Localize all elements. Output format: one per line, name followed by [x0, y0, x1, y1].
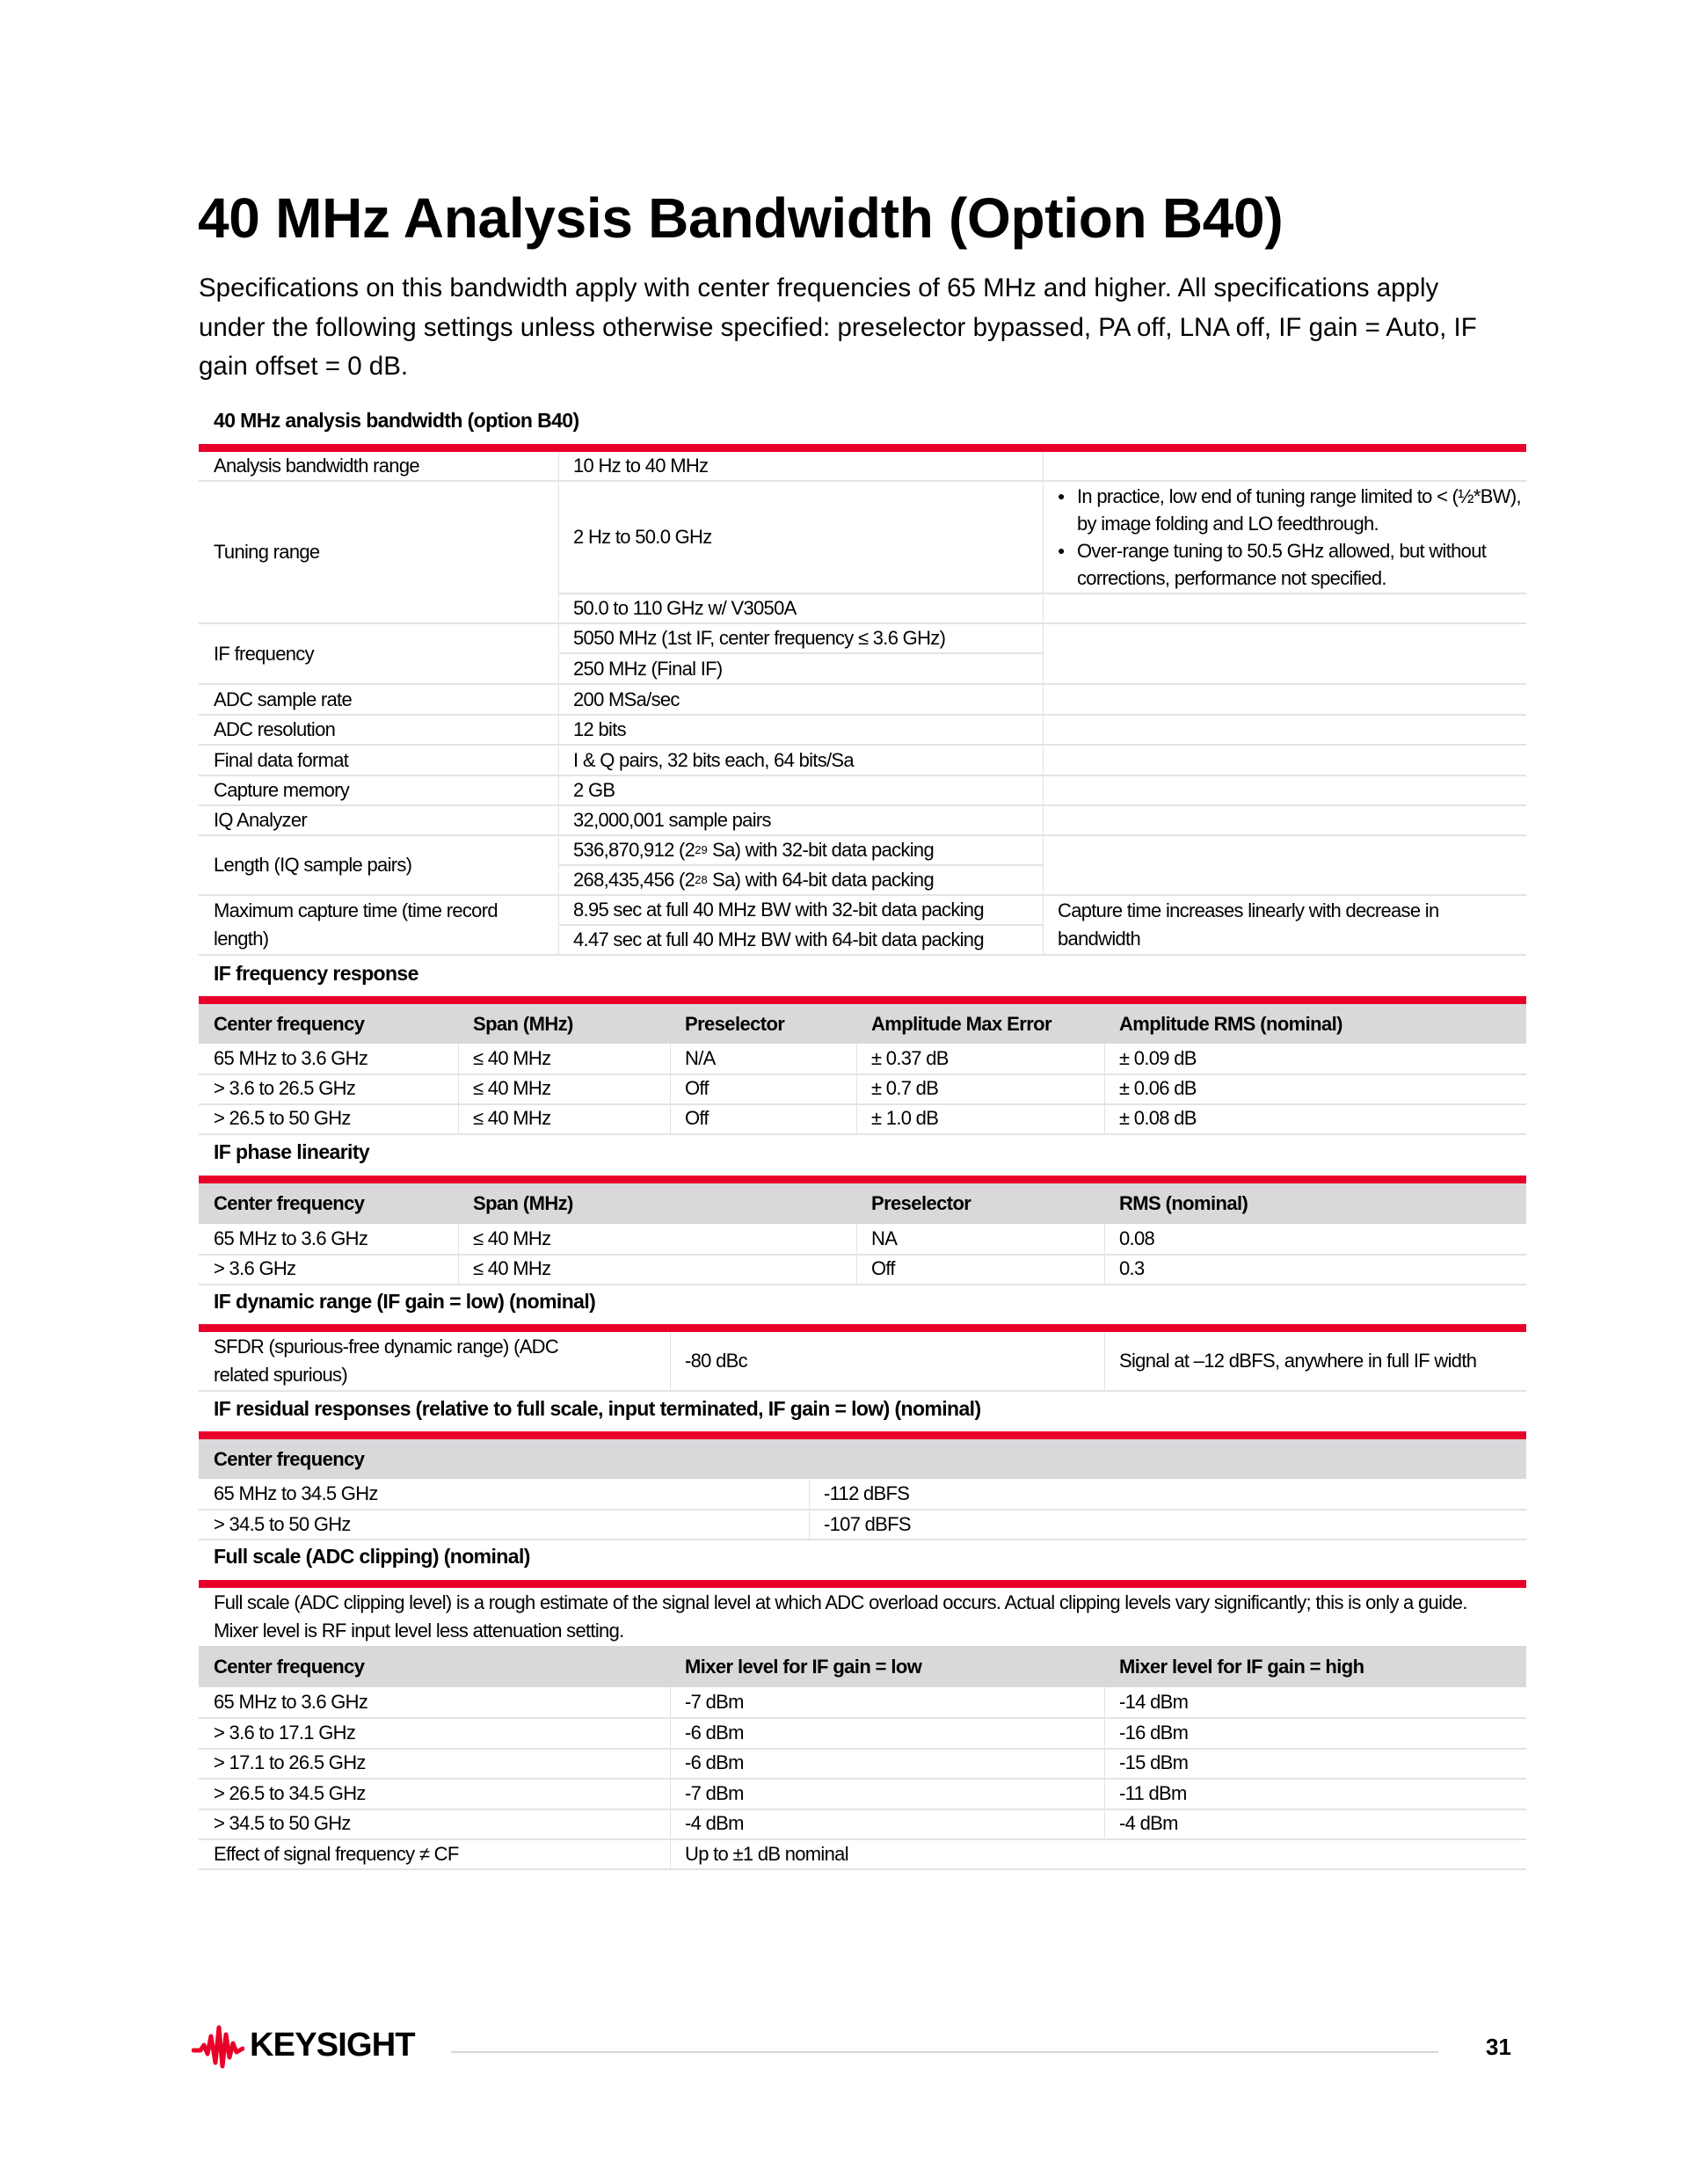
bullet-item: ● In practice, low end of tuning range limited to < (½*BW), by image folding and LO feedthrough. [1077, 483, 1526, 537]
table-cell: -14 dBm [1119, 1691, 1189, 1713]
column-header: RMS (nominal) [1119, 1192, 1248, 1214]
table-cell: > 26.5 to 50 GHz [214, 1107, 351, 1129]
column-header: Span (MHz) [473, 1012, 573, 1035]
table-cell: ≤ 40 MHz [473, 1257, 551, 1279]
row-divider [199, 1284, 1526, 1285]
table-cell: -6 dBm [685, 1721, 744, 1744]
column-header: Amplitude Max Error [871, 1012, 1051, 1035]
spec-label: IQ Analyzer [214, 809, 308, 831]
value-text: 536,870,912 (2 [573, 839, 695, 861]
spec-value: 2 GB [573, 779, 615, 801]
value-text: Sa) with 64-bit data packing [707, 869, 934, 891]
spec-label: SFDR (spurious-free dynamic range) (ADC related spurious) [214, 1336, 559, 1386]
page-number: 31 [1486, 2034, 1511, 2060]
spec-value [558, 866, 1043, 894]
spec-value: 50.0 to 110 GHz w/ V3050A [573, 597, 797, 619]
spec-value: 250 MHz (Final IF) [573, 657, 723, 680]
row-divider [199, 1133, 1526, 1135]
table-cell: N/A [685, 1047, 716, 1069]
spec-label: Maximum capture time (time record length) [214, 899, 498, 950]
column-header: Span (MHz) [473, 1192, 573, 1214]
brand-logo-text: KEYSIGHT [250, 2027, 415, 2064]
table-cell: 65 MHz to 3.6 GHz [214, 1691, 368, 1713]
exponent: 29 [695, 843, 708, 856]
column-header: Center frequency [214, 1012, 365, 1035]
value-text: 268,435,456 (2 [573, 869, 695, 891]
table-cell: -7 dBm [685, 1781, 744, 1804]
table-cell: ± 0.7 dB [871, 1077, 939, 1099]
full-scale-note: Full scale (ADC clipping level) is a rough estimate of the signal level at which ADC overload occurs. Actual clipping levels vary significantly; this is only a guide. Mixer level is RF input level less attenuation setting. [214, 1591, 1467, 1642]
table-cell: ± 0.08 dB [1119, 1107, 1197, 1129]
table-cell: > 34.5 to 50 GHz [214, 1812, 351, 1834]
table-cell: > 26.5 to 34.5 GHz [214, 1781, 366, 1804]
spec-label: ADC resolution [214, 718, 336, 740]
column-header: Mixer level for IF gain = high [1119, 1655, 1364, 1678]
table-cell: Off [685, 1077, 709, 1099]
spec-value: 5050 MHz (1st IF, center frequency ≤ 3.6 GHz) [573, 627, 946, 649]
column-header: Center frequency [214, 1447, 365, 1470]
spec-label: Length (IQ sample pairs) [214, 854, 412, 876]
table-cell: -16 dBm [1119, 1721, 1189, 1744]
spec-label: Tuning range [214, 541, 320, 563]
table-cell: 0.3 [1119, 1257, 1145, 1279]
table-cell: 65 MHz to 34.5 GHz [214, 1482, 378, 1504]
table-cell: -7 dBm [685, 1691, 744, 1713]
table-cell: ≤ 40 MHz [473, 1107, 551, 1129]
table-cell: > 17.1 to 26.5 GHz [214, 1751, 366, 1773]
table-cell: 65 MHz to 3.6 GHz [214, 1047, 368, 1069]
column-header: Preselector [871, 1192, 971, 1214]
table-cell: 0.08 [1119, 1227, 1155, 1249]
exponent: 28 [695, 873, 708, 886]
table-cell: 65 MHz to 3.6 GHz [214, 1227, 368, 1249]
table-cell: ± 1.0 dB [871, 1107, 939, 1129]
column-header: Preselector [685, 1012, 785, 1035]
table-cell: Up to ±1 dB nominal [685, 1843, 848, 1865]
spec-value: 32,000,001 sample pairs [573, 809, 771, 831]
table-cell: ± 0.06 dB [1119, 1077, 1197, 1099]
keysight-wave-icon [192, 2024, 244, 2070]
if-phase-linearity-title: IF phase linearity [214, 1140, 370, 1163]
page-title: 40 MHz Analysis Bandwidth (Option B40) [198, 186, 1284, 250]
section-red-rule [199, 1324, 1526, 1332]
main-spec-table [199, 452, 1526, 955]
section-red-rule [199, 1580, 1526, 1588]
column-header: Mixer level for IF gain = low [685, 1655, 922, 1678]
spec-value: 200 MSa/sec [573, 688, 680, 710]
spec-note [1043, 482, 1526, 593]
row-divider [199, 954, 1526, 956]
table-cell: -11 dBm [1119, 1781, 1187, 1804]
spec-label: ADC sample rate [214, 688, 353, 710]
spec-label: Analysis bandwidth range [214, 455, 419, 477]
row-divider [199, 1390, 1526, 1392]
spec-value: -80 dBc [685, 1350, 747, 1372]
table-cell: ≤ 40 MHz [473, 1077, 551, 1099]
if-freq-response-title: IF frequency response [214, 962, 418, 985]
full-scale-table [199, 1588, 1526, 1869]
full-scale-title: Full scale (ADC clipping) (nominal) [214, 1545, 530, 1568]
table-cell: -4 dBm [685, 1812, 744, 1834]
table-cell: > 3.6 to 17.1 GHz [214, 1721, 356, 1744]
table-cell: -4 dBm [1119, 1812, 1178, 1834]
section-red-rule [199, 1176, 1526, 1183]
if-residual-table [199, 1439, 1526, 1540]
bullet-item: ● Over-range tuning to 50.5 GHz allowed, but without corrections, performance not specified. [1077, 537, 1526, 592]
spec-label: IF frequency [214, 642, 314, 665]
table-cell: Effect of signal frequency ≠ CF [214, 1843, 459, 1865]
spec-label: Final data format [214, 748, 349, 771]
spec-value: 4.47 sec at full 40 MHz BW with 64-bit data packing [573, 928, 984, 950]
section-red-rule [199, 1431, 1526, 1439]
spec-value: 8.95 sec at full 40 MHz BW with 32-bit data packing [573, 899, 984, 921]
spec-value: 2 Hz to 50.0 GHz [573, 526, 712, 548]
value-text: Sa) with 32-bit data packing [707, 839, 934, 861]
table-cell: Off [871, 1257, 895, 1279]
table-cell: Off [685, 1107, 709, 1129]
main-table-title: 40 MHz analysis bandwidth (option B40) [214, 409, 579, 432]
table-cell: > 34.5 to 50 GHz [214, 1513, 351, 1535]
column-header: Center frequency [214, 1655, 365, 1678]
table-cell: -112 dBFS [824, 1482, 910, 1504]
intro-paragraph: Specifications on this bandwidth apply with center frequencies of 65 MHz and higher. All specifications apply under the following settings unless otherwise specified: preselector bypassed, PA off, LNA off, IF gain = Auto, IF gain offset = 0 dB. [199, 273, 1477, 381]
table-cell: NA [871, 1227, 898, 1249]
table-cell: ± 0.09 dB [1119, 1047, 1197, 1069]
table-cell: ≤ 40 MHz [473, 1047, 551, 1069]
section-red-rule [199, 996, 1526, 1004]
table-cell: > 3.6 to 26.5 GHz [214, 1077, 356, 1099]
main-table-red-rule [199, 444, 1526, 452]
spec-note: Signal at –12 dBFS, anywhere in full IF width [1119, 1350, 1477, 1372]
spec-value [558, 836, 1043, 864]
footer-divider [451, 2051, 1438, 2053]
row-divider [199, 1539, 1526, 1540]
tuning-notes-list [1058, 483, 1526, 592]
column-header: Amplitude RMS (nominal) [1119, 1012, 1342, 1035]
table-cell: > 3.6 GHz [214, 1257, 296, 1279]
spec-value: I & Q pairs, 32 bits each, 64 bits/Sa [573, 748, 854, 771]
spec-note: Capture time increases linearly with decrease in bandwidth [1058, 899, 1439, 950]
table-cell: -107 dBFS [824, 1513, 911, 1535]
if-phase-linearity-table [199, 1183, 1526, 1285]
table-cell: ± 0.37 dB [871, 1047, 949, 1069]
spec-label: Capture memory [214, 779, 350, 801]
row-divider [199, 1868, 1526, 1870]
if-dynamic-range-table [199, 1332, 1526, 1392]
spec-value: 12 bits [573, 718, 626, 740]
table-cell: -15 dBm [1119, 1751, 1189, 1773]
if-residual-title: IF residual responses (relative to full scale, input terminated, IF gain = low) (nominal) [214, 1397, 981, 1420]
if-freq-response-table [199, 1004, 1526, 1135]
table-cell: -6 dBm [685, 1751, 744, 1773]
column-header: Center frequency [214, 1192, 365, 1214]
table-cell: ≤ 40 MHz [473, 1227, 551, 1249]
spec-value: 10 Hz to 40 MHz [573, 455, 709, 477]
if-dynamic-range-title: IF dynamic range (IF gain = low) (nominal) [214, 1290, 596, 1313]
